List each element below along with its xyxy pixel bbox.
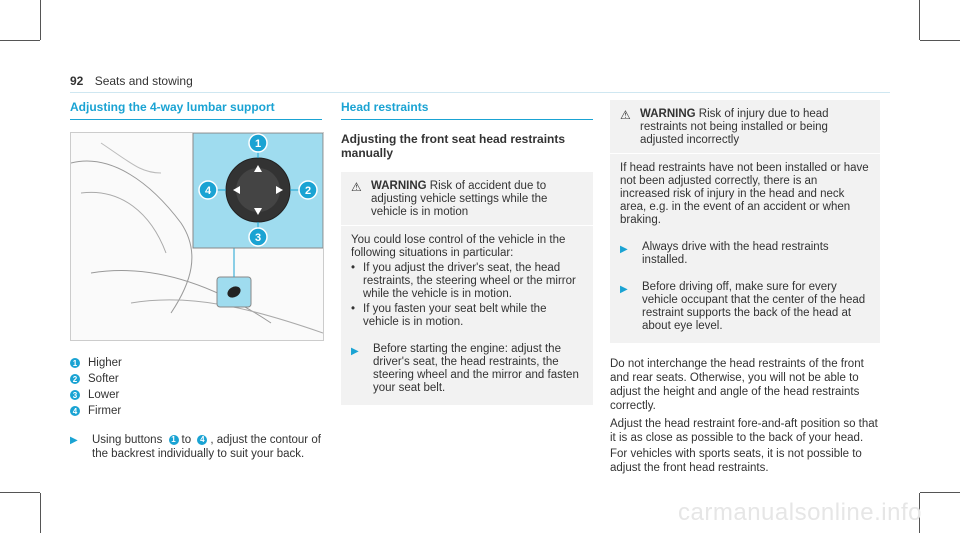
action-step <box>351 343 583 395</box>
bullet-item <box>351 303 583 329</box>
warning-heading-text: Risk of injury due to head restraints not being installed or being adjusted incorrectly <box>640 108 829 146</box>
warning-heading-text: Risk of accident due to adjusting vehicle settings while the vehicle is in motion <box>371 180 548 218</box>
action-arrow-icon: ▶ <box>70 435 78 446</box>
bullet-dot: • <box>351 303 356 315</box>
action-text-part: Using buttons <box>92 434 163 446</box>
warning-intro: You could lose control of the vehicle in the following situations in particular: <box>351 234 566 259</box>
crop-mark <box>919 0 920 40</box>
subsection-title: Adjusting the front seat head restraints manually <box>341 132 566 160</box>
bullet-text: If you fasten your seat belt while the vehicle is in motion. <box>363 303 547 328</box>
action-arrow-icon: ▶ <box>620 244 628 255</box>
action-text <box>92 433 322 461</box>
crop-mark <box>0 492 40 493</box>
action-text: Always drive with the head restraints installed. <box>642 241 829 266</box>
warning-triangle-icon: ⚠ <box>351 180 362 194</box>
warning-intro: If head restraints have not been installed or have not been adjusted correctly, there is an increased risk of injury in the head and neck area, e.g. in the event of an accident or when braking. <box>620 162 869 226</box>
crop-mark <box>920 492 960 493</box>
crop-mark <box>40 0 41 40</box>
legend-item <box>70 355 322 371</box>
number-badge: 1 <box>70 358 80 368</box>
page-number: 92 <box>70 74 84 88</box>
callout-3 <box>249 228 267 246</box>
action-step <box>70 433 322 461</box>
action-step <box>620 241 870 267</box>
seat-illustration <box>71 133 323 340</box>
number-badge: 4 <box>70 406 80 416</box>
legend-item <box>70 371 322 387</box>
header-rule <box>70 92 890 93</box>
callout-4 <box>199 181 217 199</box>
svg-text:1: 1 <box>254 138 262 150</box>
number-badge: 4 <box>197 435 207 445</box>
watermark: carmanualsonline.info <box>678 499 922 526</box>
warning-heading <box>371 180 583 219</box>
bullet-item <box>351 262 583 301</box>
middle-column <box>341 100 593 405</box>
legend-label: Lower <box>88 389 120 401</box>
legend-item <box>70 387 322 403</box>
callout-2 <box>299 181 317 199</box>
page-header <box>70 74 193 88</box>
lumbar-figure <box>70 132 324 341</box>
warning-body <box>341 226 593 405</box>
svg-text:2: 2 <box>304 185 312 197</box>
legend-label: Higher <box>88 357 122 369</box>
right-column <box>610 100 880 475</box>
action-step <box>620 281 870 333</box>
section-title: Head restraints <box>341 100 593 120</box>
warning-label: WARNING <box>640 108 696 120</box>
warning-box <box>341 172 593 405</box>
legend-label: Softer <box>88 373 119 385</box>
callout-1 <box>249 134 267 152</box>
left-column <box>70 100 322 461</box>
section-title: Adjusting the 4-way lumbar support <box>70 100 322 120</box>
warning-heading <box>640 108 870 147</box>
bullet-text: If you adjust the driver's seat, the head restraints, the steering wheel or the mirror while the vehicle is in motion. <box>363 262 576 300</box>
warning-body <box>610 154 880 343</box>
warning-label: WARNING <box>371 180 427 192</box>
action-text-part: , adjust the contour of the backrest individually to suit your back. <box>92 434 321 460</box>
legend-item <box>70 403 322 419</box>
warning-header <box>610 100 880 154</box>
legend-label: Firmer <box>88 405 122 417</box>
svg-text:3: 3 <box>254 232 262 244</box>
section-name: Seats and stowing <box>94 74 193 88</box>
paragraph: Adjust the head restraint fore-and-aft position so that it is as close as possible to the back of your head. <box>610 418 878 444</box>
number-badge: 2 <box>70 374 80 384</box>
action-arrow-icon: ▶ <box>620 284 628 295</box>
action-text-part: to <box>181 434 192 446</box>
svg-text:4: 4 <box>204 185 212 197</box>
crop-mark <box>920 40 960 41</box>
action-text: Before driving off, make sure for every vehicle occupant that the center of the head restraint supports the back of the head at about eye level. <box>642 281 866 332</box>
number-badge: 1 <box>169 435 179 445</box>
legend <box>70 355 322 419</box>
warning-triangle-icon: ⚠ <box>620 108 631 122</box>
bullet-dot: • <box>351 262 356 274</box>
warning-header <box>341 172 593 226</box>
crop-mark <box>40 493 41 533</box>
paragraph: Do not interchange the head restraints of the front and rear seats. Otherwise, you will not be able to adjust the height and angle of the head restraints correctly. <box>610 358 864 412</box>
paragraph: For vehicles with sports seats, it is not possible to adjust the front head restraints. <box>610 448 862 474</box>
crop-mark <box>0 40 40 41</box>
action-text: Before starting the engine: adjust the driver's seat, the head restraints, the steering wheel and the mirror and fasten your seat belt. <box>373 343 579 394</box>
action-arrow-icon: ▶ <box>351 346 359 357</box>
warning-box <box>610 100 880 343</box>
number-badge: 3 <box>70 390 80 400</box>
